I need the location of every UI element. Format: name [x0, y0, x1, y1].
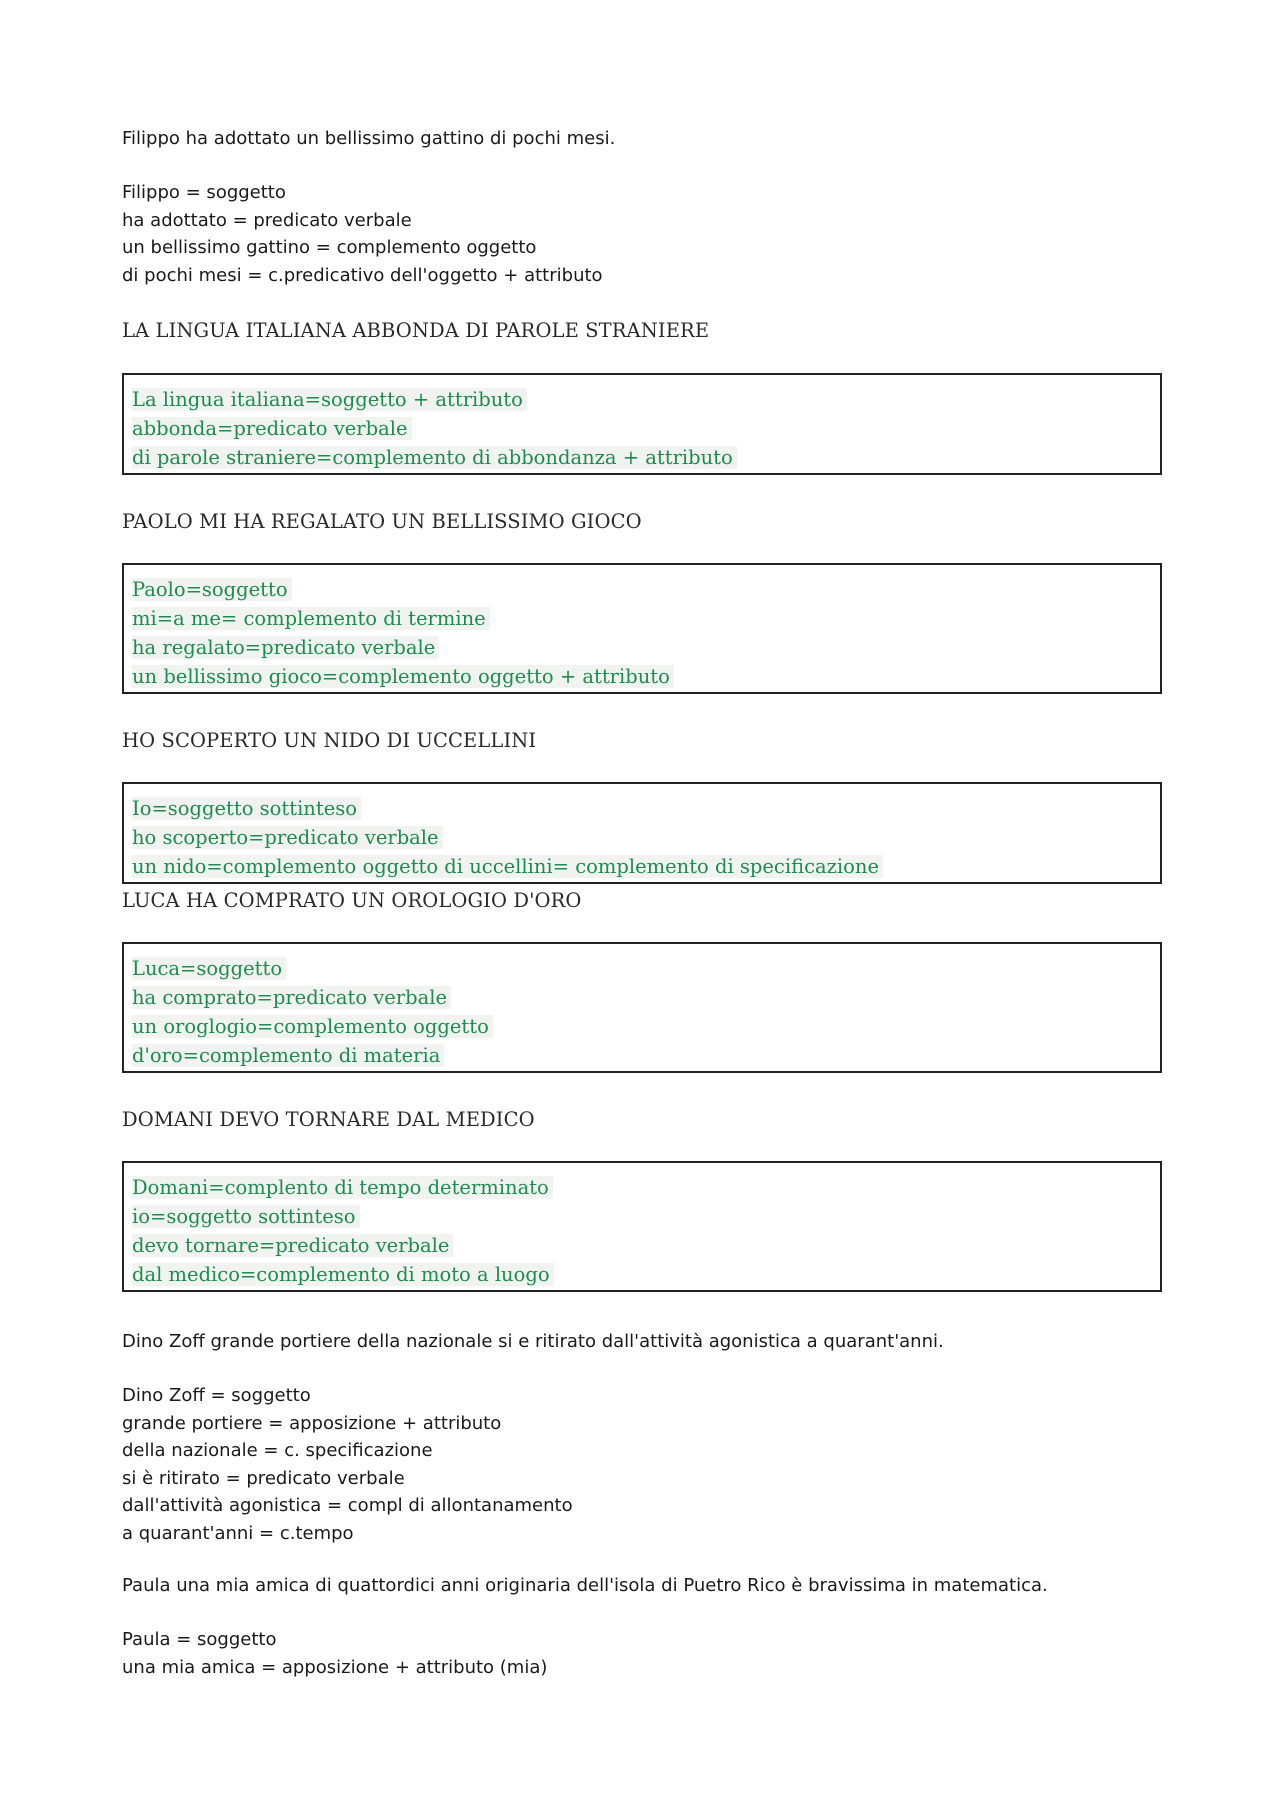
answer-line: ho scoperto=predicato verbale [132, 826, 443, 849]
answer-line: un bellissimo gioco=complemento oggetto + attributo [132, 665, 674, 688]
paula-analysis [122, 1626, 547, 1681]
exercise-title: DOMANI DEVO TORNARE DAL MEDICO [122, 1108, 535, 1131]
answer-box [122, 563, 1162, 694]
answer-line: d'oro=complemento di materia [132, 1044, 444, 1067]
zoff-analysis [122, 1382, 573, 1547]
answer-line: Domani=complento di tempo determinato [132, 1176, 553, 1199]
answer-line: ha regalato=predicato verbale [132, 636, 439, 659]
analysis-line: grande portiere = apposizione + attributo [122, 1412, 502, 1434]
answer-line: ha comprato=predicato verbale [132, 986, 451, 1009]
analysis-line: si è ritirato = predicato verbale [122, 1467, 405, 1489]
paula-sentence: Paula una mia amica di quattordici anni originaria dell'isola di Puetro Rico è bravissima in matematica. [122, 1575, 1048, 1596]
intro-sentence: Filippo ha adottato un bellissimo gattino di pochi mesi. [122, 128, 616, 149]
exercise-title: LA LINGUA ITALIANA ABBONDA DI PAROLE STRANIERE [122, 319, 710, 342]
zoff-sentence: Dino Zoff grande portiere della nazionale si e ritirato dall'attività agonistica a quarant'anni. [122, 1331, 944, 1352]
analysis-line: Paula = soggetto [122, 1629, 277, 1650]
answer-box [122, 942, 1162, 1073]
analysis-line: a quarant'anni = c.tempo [122, 1522, 354, 1544]
exercise-title: LUCA HA COMPRATO UN OROLOGIO D'ORO [122, 889, 582, 912]
analysis-line: Dino Zoff = soggetto [122, 1385, 311, 1406]
exercise-title: HO SCOPERTO UN NIDO DI UCCELLINI [122, 729, 537, 752]
answer-box [122, 373, 1162, 475]
analysis-line: Filippo = soggetto [122, 182, 286, 203]
analysis-line: un bellissimo gattino = complemento oggetto [122, 237, 537, 258]
answer-line: io=soggetto sottinteso [132, 1205, 360, 1228]
answer-line: abbonda=predicato verbale [132, 417, 412, 440]
analysis-line: ha adottato = predicato verbale [122, 209, 412, 231]
answer-box [122, 1161, 1162, 1292]
answer-line: devo tornare=predicato verbale [132, 1234, 453, 1257]
answer-line: un nido=complemento oggetto di uccellini= complemento di specificazione [132, 855, 883, 878]
intro-analysis [122, 179, 603, 289]
answer-line: La lingua italiana=soggetto + attributo [132, 388, 527, 411]
exercise-title: PAOLO MI HA REGALATO UN BELLISSIMO GIOCO [122, 510, 642, 533]
analysis-line: della nazionale = c. specificazione [122, 1440, 433, 1461]
answer-line: Paolo=soggetto [132, 578, 292, 601]
answer-line: di parole straniere=complemento di abbondanza + attributo [132, 446, 737, 469]
answer-line: dal medico=complemento di moto a luogo [132, 1263, 554, 1286]
answer-line: Io=soggetto sottinteso [132, 797, 361, 820]
answer-line: mi=a me= complemento di termine [132, 607, 490, 630]
analysis-line: dall'attività agonistica = compl di allontanamento [122, 1495, 573, 1516]
analysis-line: una mia amica = apposizione + attributo (mia) [122, 1656, 548, 1678]
analysis-line: di pochi mesi = c.predicativo dell'oggetto + attributo [122, 264, 603, 286]
answer-line: Luca=soggetto [132, 957, 286, 980]
answer-line: un oroglogio=complemento oggetto [132, 1015, 493, 1038]
answer-box [122, 782, 1162, 884]
